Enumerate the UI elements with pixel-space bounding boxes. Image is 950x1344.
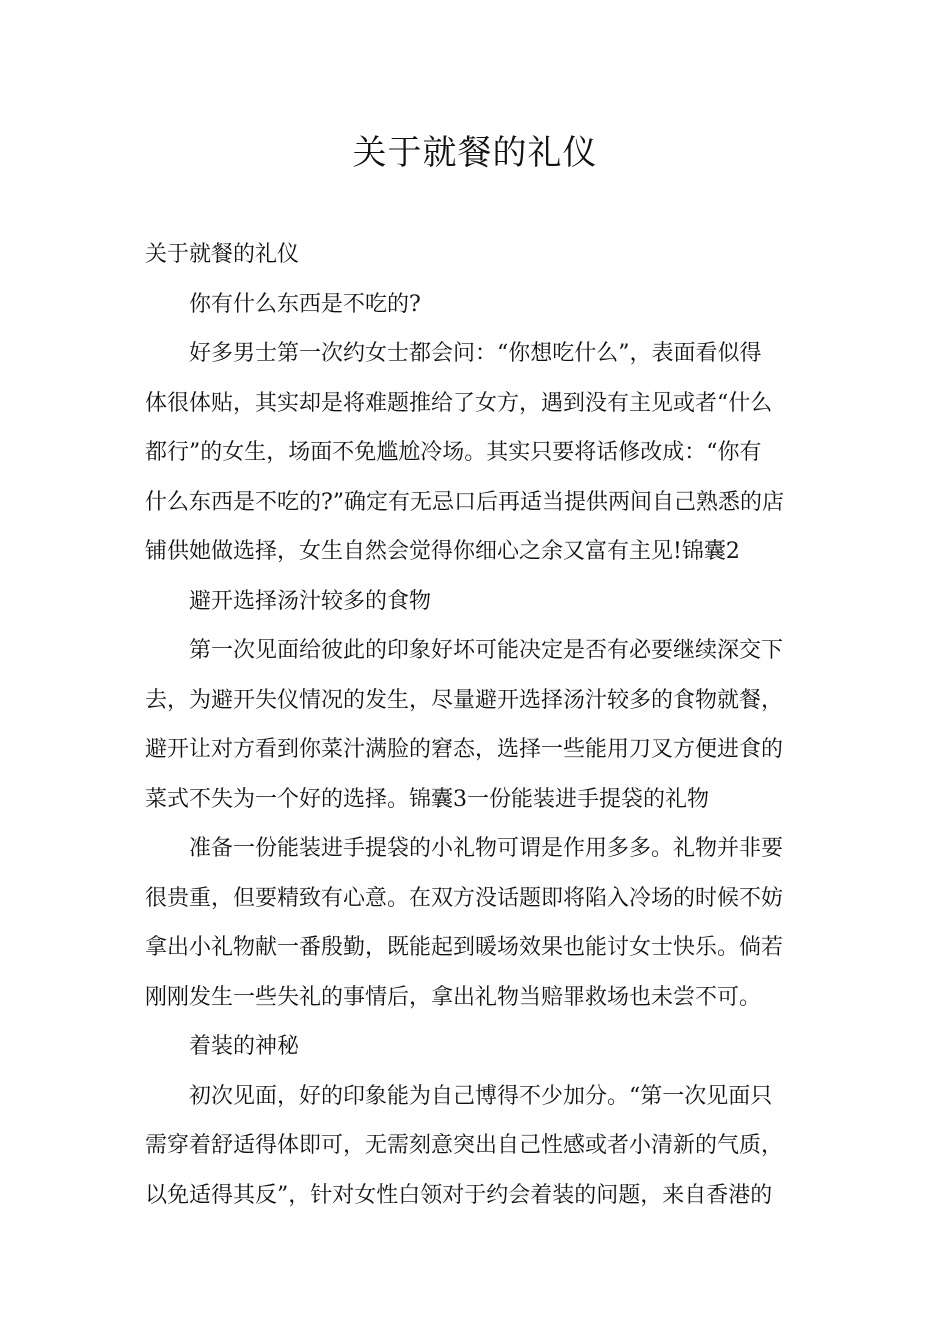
paragraph-line: 准备一份能装进手提袋的小礼物可谓是作用多多。礼物并非要 xyxy=(189,836,784,861)
section-heading: 着装的神秘 xyxy=(189,1034,300,1059)
paragraph-line: 以免适得其反”，针对女性白领对于约会着装的问题，来自香港的 xyxy=(145,1182,773,1208)
paragraph-line: 避开让对方看到你菜汁满脸的窘态，选择一些能用刀叉方便进食的 xyxy=(145,737,784,762)
document-title: 关于就餐的礼仪 xyxy=(352,133,598,173)
paragraph-line: 铺供她做选择，女生自然会觉得你细心之余又富有主见!锦囊2 xyxy=(145,539,740,564)
paragraph-line: 需穿着舒适得体即可，无需刻意突出自己性感或者小清新的气质， xyxy=(145,1133,784,1158)
paragraph-line: 去，为避开失仪情况的发生，尽量避开选择汤汁较多的食物就餐， xyxy=(145,687,784,713)
paragraph-line: 刚刚发生一些失礼的事情后，拿出礼物当赔罪救场也未尝不可。 xyxy=(145,984,762,1010)
paragraph-line: 好多男士第一次约女士都会问：“你想吃什么”，表面看似得 xyxy=(189,341,762,366)
paragraph-line: 体很体贴，其实却是将难题推给了女方，遇到没有主见或者“什么 xyxy=(145,390,773,416)
paragraph-line: 菜式不失为一个好的选择。锦囊3一份能装进手提袋的礼物 xyxy=(145,786,709,812)
paragraph-line: 很贵重，但要精致有心意。在双方没话题即将陷入冷场的时候不妨 xyxy=(145,885,784,911)
document-body xyxy=(145,230,805,1220)
section-heading: 避开选择汤汁较多的食物 xyxy=(189,588,432,614)
paragraph-line: 第一次见面给彼此的印象好坏可能决定是否有必要继续深交下 xyxy=(189,638,784,663)
paragraph-line: 拿出小礼物献一番殷勤，既能起到暖场效果也能讨女士快乐。倘若 xyxy=(145,935,784,960)
paragraph-line: 什么东西是不吃的?”确定有无忌口后再适当提供两间自己熟悉的店 xyxy=(145,489,785,515)
paragraph-line: 初次见面，好的印象能为自己博得不少加分。“第一次见面只 xyxy=(189,1083,773,1109)
body-line-heading: 关于就餐的礼仪 xyxy=(145,242,300,267)
section-heading: 你有什么东西是不吃的? xyxy=(189,291,421,317)
paragraph-line: 都行”的女生，场面不免尴尬冷场。其实只要将话修改成：“你有 xyxy=(145,440,762,465)
